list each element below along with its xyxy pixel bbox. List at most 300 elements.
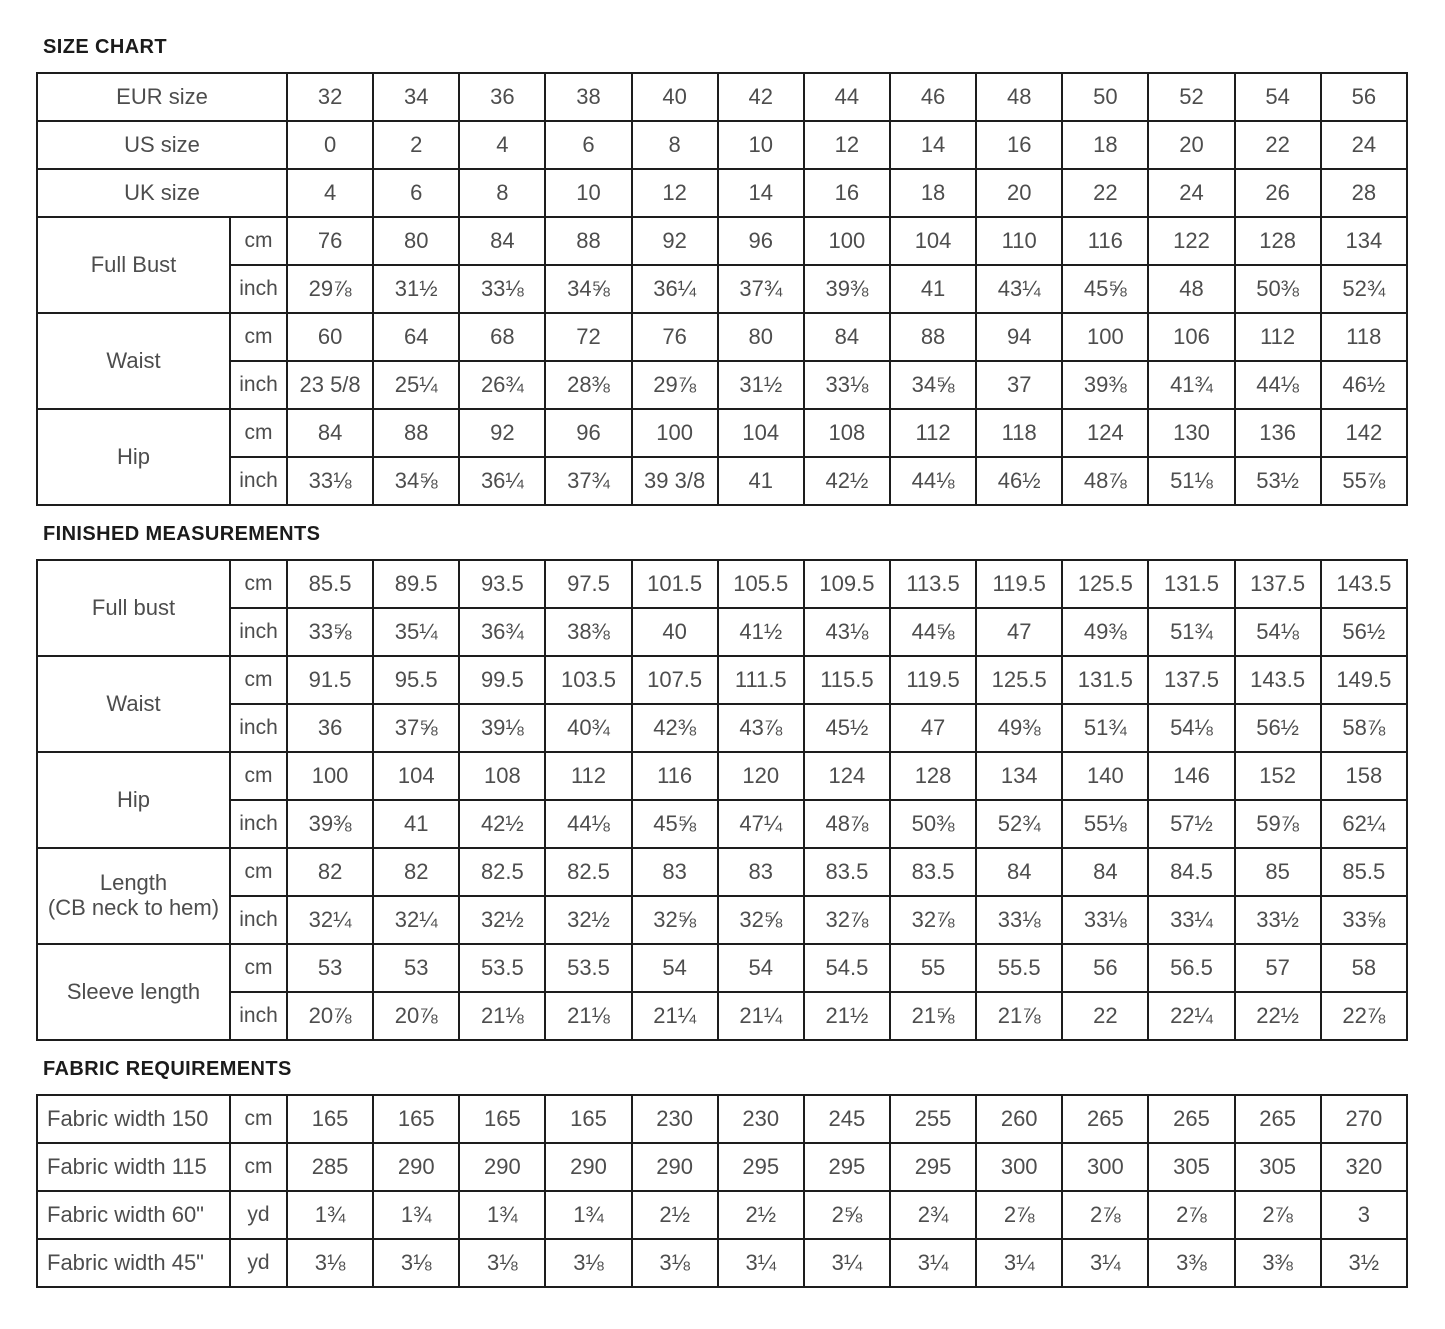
table-cell-value: 45½ — [804, 704, 890, 752]
table-cell-value: 3⅜ — [1148, 1239, 1234, 1287]
table-cell-value: 85.5 — [1321, 848, 1407, 896]
table-row — [37, 560, 1407, 608]
fabric-requirements-title: FABRIC REQUIREMENTS — [43, 1058, 292, 1080]
table-cell-value: 21⅝ — [890, 992, 976, 1040]
table-cell-value: 124 — [804, 752, 890, 800]
table-cell-value: 112 — [890, 409, 976, 457]
table-row — [37, 704, 1407, 752]
table-cell-value: 21⅞ — [976, 992, 1062, 1040]
table-cell-value: 42 — [718, 73, 804, 121]
table-cell-value: 18 — [1062, 121, 1148, 169]
table-cell-value: 31½ — [373, 265, 459, 313]
table-cell-value: 37¾ — [545, 457, 631, 505]
table-cell-value: 21¼ — [718, 992, 804, 1040]
table-cell-value: 290 — [373, 1143, 459, 1191]
table-cell-value: 260 — [976, 1095, 1062, 1143]
table-cell-value: 40 — [632, 608, 718, 656]
table-cell-value: 85 — [1235, 848, 1321, 896]
table-cell-value: 84 — [287, 409, 373, 457]
table-cell-value: 0 — [287, 121, 373, 169]
table-cell-value: 8 — [632, 121, 718, 169]
table-cell-value: 22¼ — [1148, 992, 1234, 1040]
table-cell-value: 76 — [287, 217, 373, 265]
table-cell-value: 54 — [1235, 73, 1321, 121]
table-cell-value: 41 — [373, 800, 459, 848]
table-cell-value: 53.5 — [545, 944, 631, 992]
table-cell-value: 12 — [632, 169, 718, 217]
table-row — [37, 1191, 1407, 1239]
table-row — [37, 608, 1407, 656]
row-label: Fabric width 115 — [37, 1143, 230, 1191]
table-cell-value: 3⅛ — [459, 1239, 545, 1287]
table-cell-value: 2½ — [632, 1191, 718, 1239]
table-cell-value: 128 — [1235, 217, 1321, 265]
table-cell-value: 118 — [976, 409, 1062, 457]
table-cell-value: 82 — [373, 848, 459, 896]
row-label — [37, 944, 230, 1040]
table-cell-value: 39⅜ — [804, 265, 890, 313]
row-label — [37, 656, 230, 752]
table-cell-value: 88 — [545, 217, 631, 265]
unit-label: yd — [230, 1191, 287, 1239]
table-cell-value: 36¾ — [459, 608, 545, 656]
table-cell-value: 12 — [804, 121, 890, 169]
table-cell-value: 230 — [632, 1095, 718, 1143]
table-cell-value: 285 — [287, 1143, 373, 1191]
table-cell-value: 143.5 — [1235, 656, 1321, 704]
row-label — [37, 217, 230, 313]
table-cell-value: 32¼ — [287, 896, 373, 944]
table-cell-value: 305 — [1235, 1143, 1321, 1191]
table-cell-value: 20 — [976, 169, 1062, 217]
table-cell-value: 33¼ — [1148, 896, 1234, 944]
table-cell-value: 56 — [1062, 944, 1148, 992]
table-cell-value: 26 — [1235, 169, 1321, 217]
table-cell-value: 64 — [373, 313, 459, 361]
table-cell-value: 54.5 — [804, 944, 890, 992]
table-cell-value: 31½ — [718, 361, 804, 409]
unit-label: inch — [230, 457, 287, 505]
table-cell-value: 265 — [1062, 1095, 1148, 1143]
table-cell-value: 3¼ — [804, 1239, 890, 1287]
table-cell-value: 2⅞ — [1148, 1191, 1234, 1239]
unit-label: cm — [230, 217, 287, 265]
table-cell-value: 108 — [459, 752, 545, 800]
table-cell-value: 55⅞ — [1321, 457, 1407, 505]
table-cell-value: 100 — [287, 752, 373, 800]
table-cell-value: 36 — [459, 73, 545, 121]
table-cell-value: 82.5 — [459, 848, 545, 896]
table-cell-value: 96 — [718, 217, 804, 265]
table-cell-value: 44⅛ — [545, 800, 631, 848]
table-cell-value: 32½ — [545, 896, 631, 944]
table-cell-value: 45⅝ — [632, 800, 718, 848]
table-cell-value: 118 — [1321, 313, 1407, 361]
table-cell-value: 84 — [976, 848, 1062, 896]
table-cell-value: 48⅞ — [804, 800, 890, 848]
table-row — [37, 457, 1407, 505]
table-cell-value: 33⅛ — [804, 361, 890, 409]
table-cell-value: 3⅛ — [545, 1239, 631, 1287]
table-cell-value: 56.5 — [1148, 944, 1234, 992]
table-cell-value: 44⅝ — [890, 608, 976, 656]
table-cell-value: 44⅛ — [1235, 361, 1321, 409]
table-cell-value: 1¾ — [459, 1191, 545, 1239]
table-cell-value: 83 — [718, 848, 804, 896]
table-cell-value: 104 — [718, 409, 804, 457]
table-cell-value: 76 — [632, 313, 718, 361]
table-cell-value: 104 — [890, 217, 976, 265]
table-cell-value: 84.5 — [1148, 848, 1234, 896]
table-cell-value: 122 — [1148, 217, 1234, 265]
table-cell-value: 130 — [1148, 409, 1234, 457]
table-cell-value: 33½ — [1235, 896, 1321, 944]
table-cell-value: 32 — [287, 73, 373, 121]
size-chart-tbody — [37, 73, 1407, 505]
unit-label: cm — [230, 560, 287, 608]
table-cell-value: 54 — [718, 944, 804, 992]
row-label-line: Full Bust — [90, 251, 177, 277]
table-cell-value: 22 — [1062, 169, 1148, 217]
table-cell-value: 28⅜ — [545, 361, 631, 409]
table-cell-value: 3½ — [1321, 1239, 1407, 1287]
table-cell-value: 56 — [1321, 73, 1407, 121]
table-row — [37, 361, 1407, 409]
table-cell-value: 34 — [373, 73, 459, 121]
unit-label: cm — [230, 409, 287, 457]
table-cell-value: 4 — [287, 169, 373, 217]
table-cell-value: 82.5 — [545, 848, 631, 896]
table-cell-value: 230 — [718, 1095, 804, 1143]
table-cell-value: 41 — [890, 265, 976, 313]
fabric-requirements-tbody — [37, 1095, 1407, 1287]
table-cell-value: 265 — [1235, 1095, 1321, 1143]
table-cell-value: 106 — [1148, 313, 1234, 361]
table-cell-value: 55.5 — [976, 944, 1062, 992]
table-cell-value: 125.5 — [1062, 560, 1148, 608]
table-cell-value: 29⅞ — [632, 361, 718, 409]
unit-label: cm — [230, 752, 287, 800]
table-cell-value: 58 — [1321, 944, 1407, 992]
table-cell-value: 115.5 — [804, 656, 890, 704]
table-cell-value: 108 — [804, 409, 890, 457]
table-cell-value: 33⅛ — [287, 457, 373, 505]
unit-label: inch — [230, 608, 287, 656]
table-cell-value: 124 — [1062, 409, 1148, 457]
table-row — [37, 1095, 1407, 1143]
table-cell-value: 35¼ — [373, 608, 459, 656]
table-cell-value: 52¾ — [976, 800, 1062, 848]
table-cell-value: 120 — [718, 752, 804, 800]
table-cell-value: 134 — [1321, 217, 1407, 265]
table-cell-value: 143.5 — [1321, 560, 1407, 608]
table-cell-value: 96 — [545, 409, 631, 457]
table-cell-value: 91.5 — [287, 656, 373, 704]
table-cell-value: 54 — [632, 944, 718, 992]
table-cell-value: 39 3/8 — [632, 457, 718, 505]
table-row — [37, 848, 1407, 896]
table-cell-value: 39⅜ — [287, 800, 373, 848]
table-cell-value: 2⅞ — [976, 1191, 1062, 1239]
table-cell-value: 16 — [976, 121, 1062, 169]
table-cell-value: 62¼ — [1321, 800, 1407, 848]
table-row — [37, 121, 1407, 169]
table-cell-value: 83 — [632, 848, 718, 896]
table-cell-value: 33⅝ — [1321, 896, 1407, 944]
table-cell-value: 112 — [1235, 313, 1321, 361]
table-cell-value: 26¾ — [459, 361, 545, 409]
table-cell-value: 290 — [632, 1143, 718, 1191]
table-cell-value: 21⅛ — [459, 992, 545, 1040]
table-cell-value: 38 — [545, 73, 631, 121]
table-cell-value: 51¾ — [1148, 608, 1234, 656]
table-cell-value: 52 — [1148, 73, 1234, 121]
table-cell-value: 34⅝ — [545, 265, 631, 313]
row-label: EUR size — [37, 73, 287, 121]
table-cell-value: 46 — [890, 73, 976, 121]
table-cell-value: 295 — [890, 1143, 976, 1191]
table-cell-value: 32⅞ — [890, 896, 976, 944]
table-cell-value: 32⅝ — [718, 896, 804, 944]
table-cell-value: 100 — [1062, 313, 1148, 361]
table-cell-value: 43⅛ — [804, 608, 890, 656]
row-label — [37, 313, 230, 409]
table-cell-value: 53 — [287, 944, 373, 992]
table-cell-value: 119.5 — [976, 560, 1062, 608]
table-cell-value: 42½ — [804, 457, 890, 505]
table-cell-value: 119.5 — [890, 656, 976, 704]
table-cell-value: 39⅛ — [459, 704, 545, 752]
table-cell-value: 20 — [1148, 121, 1234, 169]
table-cell-value: 2⅞ — [1062, 1191, 1148, 1239]
table-cell-value: 36 — [287, 704, 373, 752]
table-cell-value: 21½ — [804, 992, 890, 1040]
fabric-requirements-table — [36, 1094, 1408, 1288]
table-cell-value: 2⅞ — [1235, 1191, 1321, 1239]
unit-label: cm — [230, 1143, 287, 1191]
table-cell-value: 165 — [287, 1095, 373, 1143]
table-cell-value: 112 — [545, 752, 631, 800]
row-label-line: Hip — [116, 786, 150, 812]
table-cell-value: 50 — [1062, 73, 1148, 121]
table-cell-value: 2 — [373, 121, 459, 169]
table-cell-value: 300 — [976, 1143, 1062, 1191]
table-cell-value: 265 — [1148, 1095, 1234, 1143]
table-cell-value: 88 — [890, 313, 976, 361]
table-cell-value: 80 — [718, 313, 804, 361]
table-cell-value: 290 — [459, 1143, 545, 1191]
table-cell-value: 53 — [373, 944, 459, 992]
table-cell-value: 41½ — [718, 608, 804, 656]
table-cell-value: 46½ — [1321, 361, 1407, 409]
table-cell-value: 92 — [632, 217, 718, 265]
table-cell-value: 290 — [545, 1143, 631, 1191]
table-cell-value: 22½ — [1235, 992, 1321, 1040]
table-cell-value: 56½ — [1321, 608, 1407, 656]
table-cell-value: 51⅛ — [1148, 457, 1234, 505]
table-cell-value: 41 — [718, 457, 804, 505]
row-label: UK size — [37, 169, 287, 217]
table-cell-value: 142 — [1321, 409, 1407, 457]
table-cell-value: 97.5 — [545, 560, 631, 608]
table-cell-value: 39⅜ — [1062, 361, 1148, 409]
table-cell-value: 2⅝ — [804, 1191, 890, 1239]
unit-label: cm — [230, 656, 287, 704]
table-cell-value: 131.5 — [1062, 656, 1148, 704]
row-label — [37, 409, 230, 505]
table-cell-value: 51¾ — [1062, 704, 1148, 752]
table-cell-value: 60 — [287, 313, 373, 361]
row-label-line: Length — [99, 870, 168, 896]
table-cell-value: 84 — [459, 217, 545, 265]
table-cell-value: 48 — [976, 73, 1062, 121]
table-cell-value: 104 — [373, 752, 459, 800]
table-cell-value: 100 — [804, 217, 890, 265]
table-cell-value: 59⅞ — [1235, 800, 1321, 848]
table-cell-value: 300 — [1062, 1143, 1148, 1191]
table-cell-value: 93.5 — [459, 560, 545, 608]
table-cell-value: 36¼ — [459, 457, 545, 505]
table-cell-value: 34⅝ — [890, 361, 976, 409]
size-chart-table — [36, 72, 1408, 506]
table-cell-value: 50⅜ — [890, 800, 976, 848]
table-cell-value: 50⅜ — [1235, 265, 1321, 313]
table-cell-value: 49⅜ — [1062, 608, 1148, 656]
table-cell-value: 165 — [545, 1095, 631, 1143]
table-cell-value: 68 — [459, 313, 545, 361]
row-label — [37, 752, 230, 848]
table-row — [37, 265, 1407, 313]
table-cell-value: 6 — [373, 169, 459, 217]
table-cell-value: 34⅝ — [373, 457, 459, 505]
table-cell-value: 3⅜ — [1235, 1239, 1321, 1287]
table-cell-value: 46½ — [976, 457, 1062, 505]
table-cell-value: 125.5 — [976, 656, 1062, 704]
unit-label: inch — [230, 992, 287, 1040]
table-cell-value: 152 — [1235, 752, 1321, 800]
row-label: Fabric width 45" — [37, 1239, 230, 1287]
table-cell-value: 40 — [632, 73, 718, 121]
table-cell-value: 58⅞ — [1321, 704, 1407, 752]
table-cell-value: 42½ — [459, 800, 545, 848]
row-label-line: Hip — [116, 443, 150, 469]
table-cell-value: 10 — [545, 169, 631, 217]
table-cell-value: 158 — [1321, 752, 1407, 800]
table-cell-value: 116 — [1062, 217, 1148, 265]
table-cell-value: 54⅛ — [1148, 704, 1234, 752]
table-cell-value: 33⅛ — [459, 265, 545, 313]
row-label-line: Waist — [106, 690, 161, 716]
table-cell-value: 57½ — [1148, 800, 1234, 848]
table-cell-value: 37⅝ — [373, 704, 459, 752]
table-cell-value: 56½ — [1235, 704, 1321, 752]
unit-label: inch — [230, 800, 287, 848]
table-cell-value: 40¾ — [545, 704, 631, 752]
table-row — [37, 313, 1407, 361]
table-row — [37, 800, 1407, 848]
table-cell-value: 3¼ — [1062, 1239, 1148, 1287]
table-cell-value: 36¼ — [632, 265, 718, 313]
table-cell-value: 6 — [545, 121, 631, 169]
table-cell-value: 105.5 — [718, 560, 804, 608]
table-cell-value: 95.5 — [373, 656, 459, 704]
row-label: US size — [37, 121, 287, 169]
table-cell-value: 54⅛ — [1235, 608, 1321, 656]
table-cell-value: 83.5 — [804, 848, 890, 896]
table-cell-value: 3¼ — [976, 1239, 1062, 1287]
table-cell-value: 49⅜ — [976, 704, 1062, 752]
unit-label: inch — [230, 361, 287, 409]
table-cell-value: 42⅜ — [632, 704, 718, 752]
table-cell-value: 3⅛ — [632, 1239, 718, 1287]
table-cell-value: 32⅝ — [632, 896, 718, 944]
table-cell-value: 82 — [287, 848, 373, 896]
table-cell-value: 80 — [373, 217, 459, 265]
table-row — [37, 73, 1407, 121]
table-cell-value: 255 — [890, 1095, 976, 1143]
table-row — [37, 217, 1407, 265]
row-label-line: (CB neck to hem) — [47, 895, 220, 920]
table-cell-value: 84 — [804, 313, 890, 361]
row-label — [37, 560, 230, 656]
table-row — [37, 169, 1407, 217]
table-cell-value: 1¾ — [373, 1191, 459, 1239]
table-cell-value: 33⅝ — [287, 608, 373, 656]
table-cell-value: 41¾ — [1148, 361, 1234, 409]
table-cell-value: 270 — [1321, 1095, 1407, 1143]
table-cell-value: 99.5 — [459, 656, 545, 704]
table-cell-value: 18 — [890, 169, 976, 217]
table-cell-value: 24 — [1148, 169, 1234, 217]
finished-measurements-title: FINISHED MEASUREMENTS — [43, 523, 321, 545]
table-cell-value: 84 — [1062, 848, 1148, 896]
table-cell-value: 44⅛ — [890, 457, 976, 505]
table-cell-value: 94 — [976, 313, 1062, 361]
table-cell-value: 165 — [373, 1095, 459, 1143]
table-cell-value: 47 — [976, 608, 1062, 656]
unit-label: inch — [230, 704, 287, 752]
table-cell-value: 320 — [1321, 1143, 1407, 1191]
table-row — [37, 992, 1407, 1040]
table-cell-value: 146 — [1148, 752, 1234, 800]
table-cell-value: 55⅛ — [1062, 800, 1148, 848]
table-cell-value: 109.5 — [804, 560, 890, 608]
table-cell-value: 55 — [890, 944, 976, 992]
table-cell-value: 22 — [1062, 992, 1148, 1040]
table-cell-value: 33⅛ — [976, 896, 1062, 944]
table-cell-value: 38⅜ — [545, 608, 631, 656]
table-cell-value: 137.5 — [1235, 560, 1321, 608]
table-cell-value: 72 — [545, 313, 631, 361]
table-cell-value: 32⅞ — [804, 896, 890, 944]
unit-label: cm — [230, 1095, 287, 1143]
table-cell-value: 137.5 — [1148, 656, 1234, 704]
table-cell-value: 1¾ — [545, 1191, 631, 1239]
row-label — [37, 848, 230, 944]
unit-label: cm — [230, 944, 287, 992]
table-cell-value: 305 — [1148, 1143, 1234, 1191]
table-cell-value: 149.5 — [1321, 656, 1407, 704]
table-cell-value: 3⅛ — [373, 1239, 459, 1287]
table-cell-value: 47 — [890, 704, 976, 752]
table-cell-value: 100 — [632, 409, 718, 457]
table-cell-value: 131.5 — [1148, 560, 1234, 608]
table-cell-value: 53½ — [1235, 457, 1321, 505]
table-cell-value: 29⅞ — [287, 265, 373, 313]
table-cell-value: 52¾ — [1321, 265, 1407, 313]
table-row — [37, 944, 1407, 992]
table-cell-value: 165 — [459, 1095, 545, 1143]
